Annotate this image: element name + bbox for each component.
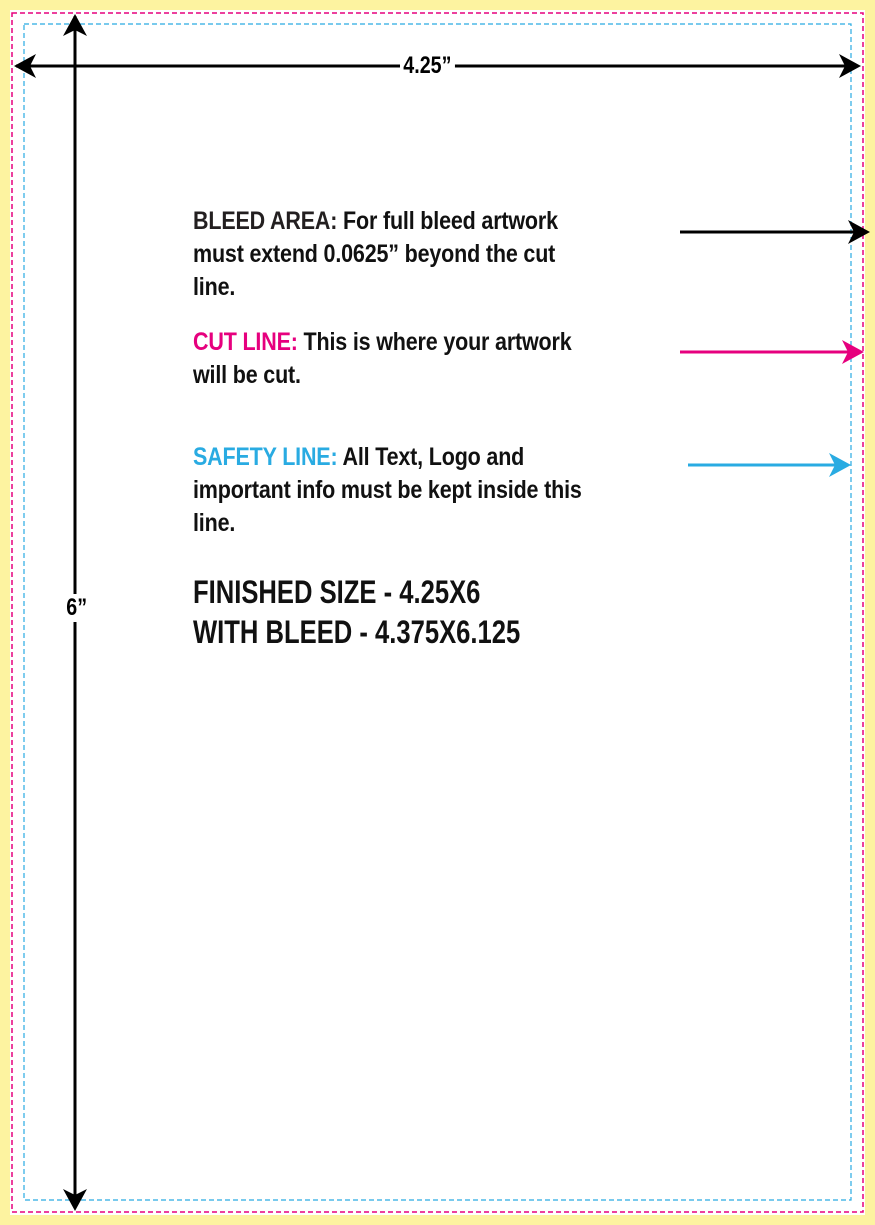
finished-size: FINISHED SIZE - 4.25X6 <box>193 574 481 610</box>
cut-label: CUT LINE: <box>193 328 298 356</box>
bleed-size: WITH BLEED - 4.375X6.125 <box>193 614 521 650</box>
bleed-label: BLEED AREA: <box>193 207 338 235</box>
width-label: 4.25” <box>400 52 455 80</box>
safety-note <box>193 441 597 540</box>
safety-text: All Text, Logo and important info must be kept inside this line. <box>193 443 582 537</box>
size-info <box>193 572 520 652</box>
safety-label: SAFETY LINE: <box>193 443 338 471</box>
safety-pointer-arrow <box>688 453 851 477</box>
height-label: 6” <box>63 594 90 622</box>
cut-text: This is where your artwork will be cut. <box>193 328 572 389</box>
cut-pointer-arrow <box>680 340 864 364</box>
bleed-pointer-arrow <box>680 220 870 244</box>
bleed-text: For full bleed artwork must extend 0.0625” beyond the cut line. <box>193 207 558 301</box>
bleed-note <box>193 205 597 304</box>
cut-note <box>193 326 597 392</box>
